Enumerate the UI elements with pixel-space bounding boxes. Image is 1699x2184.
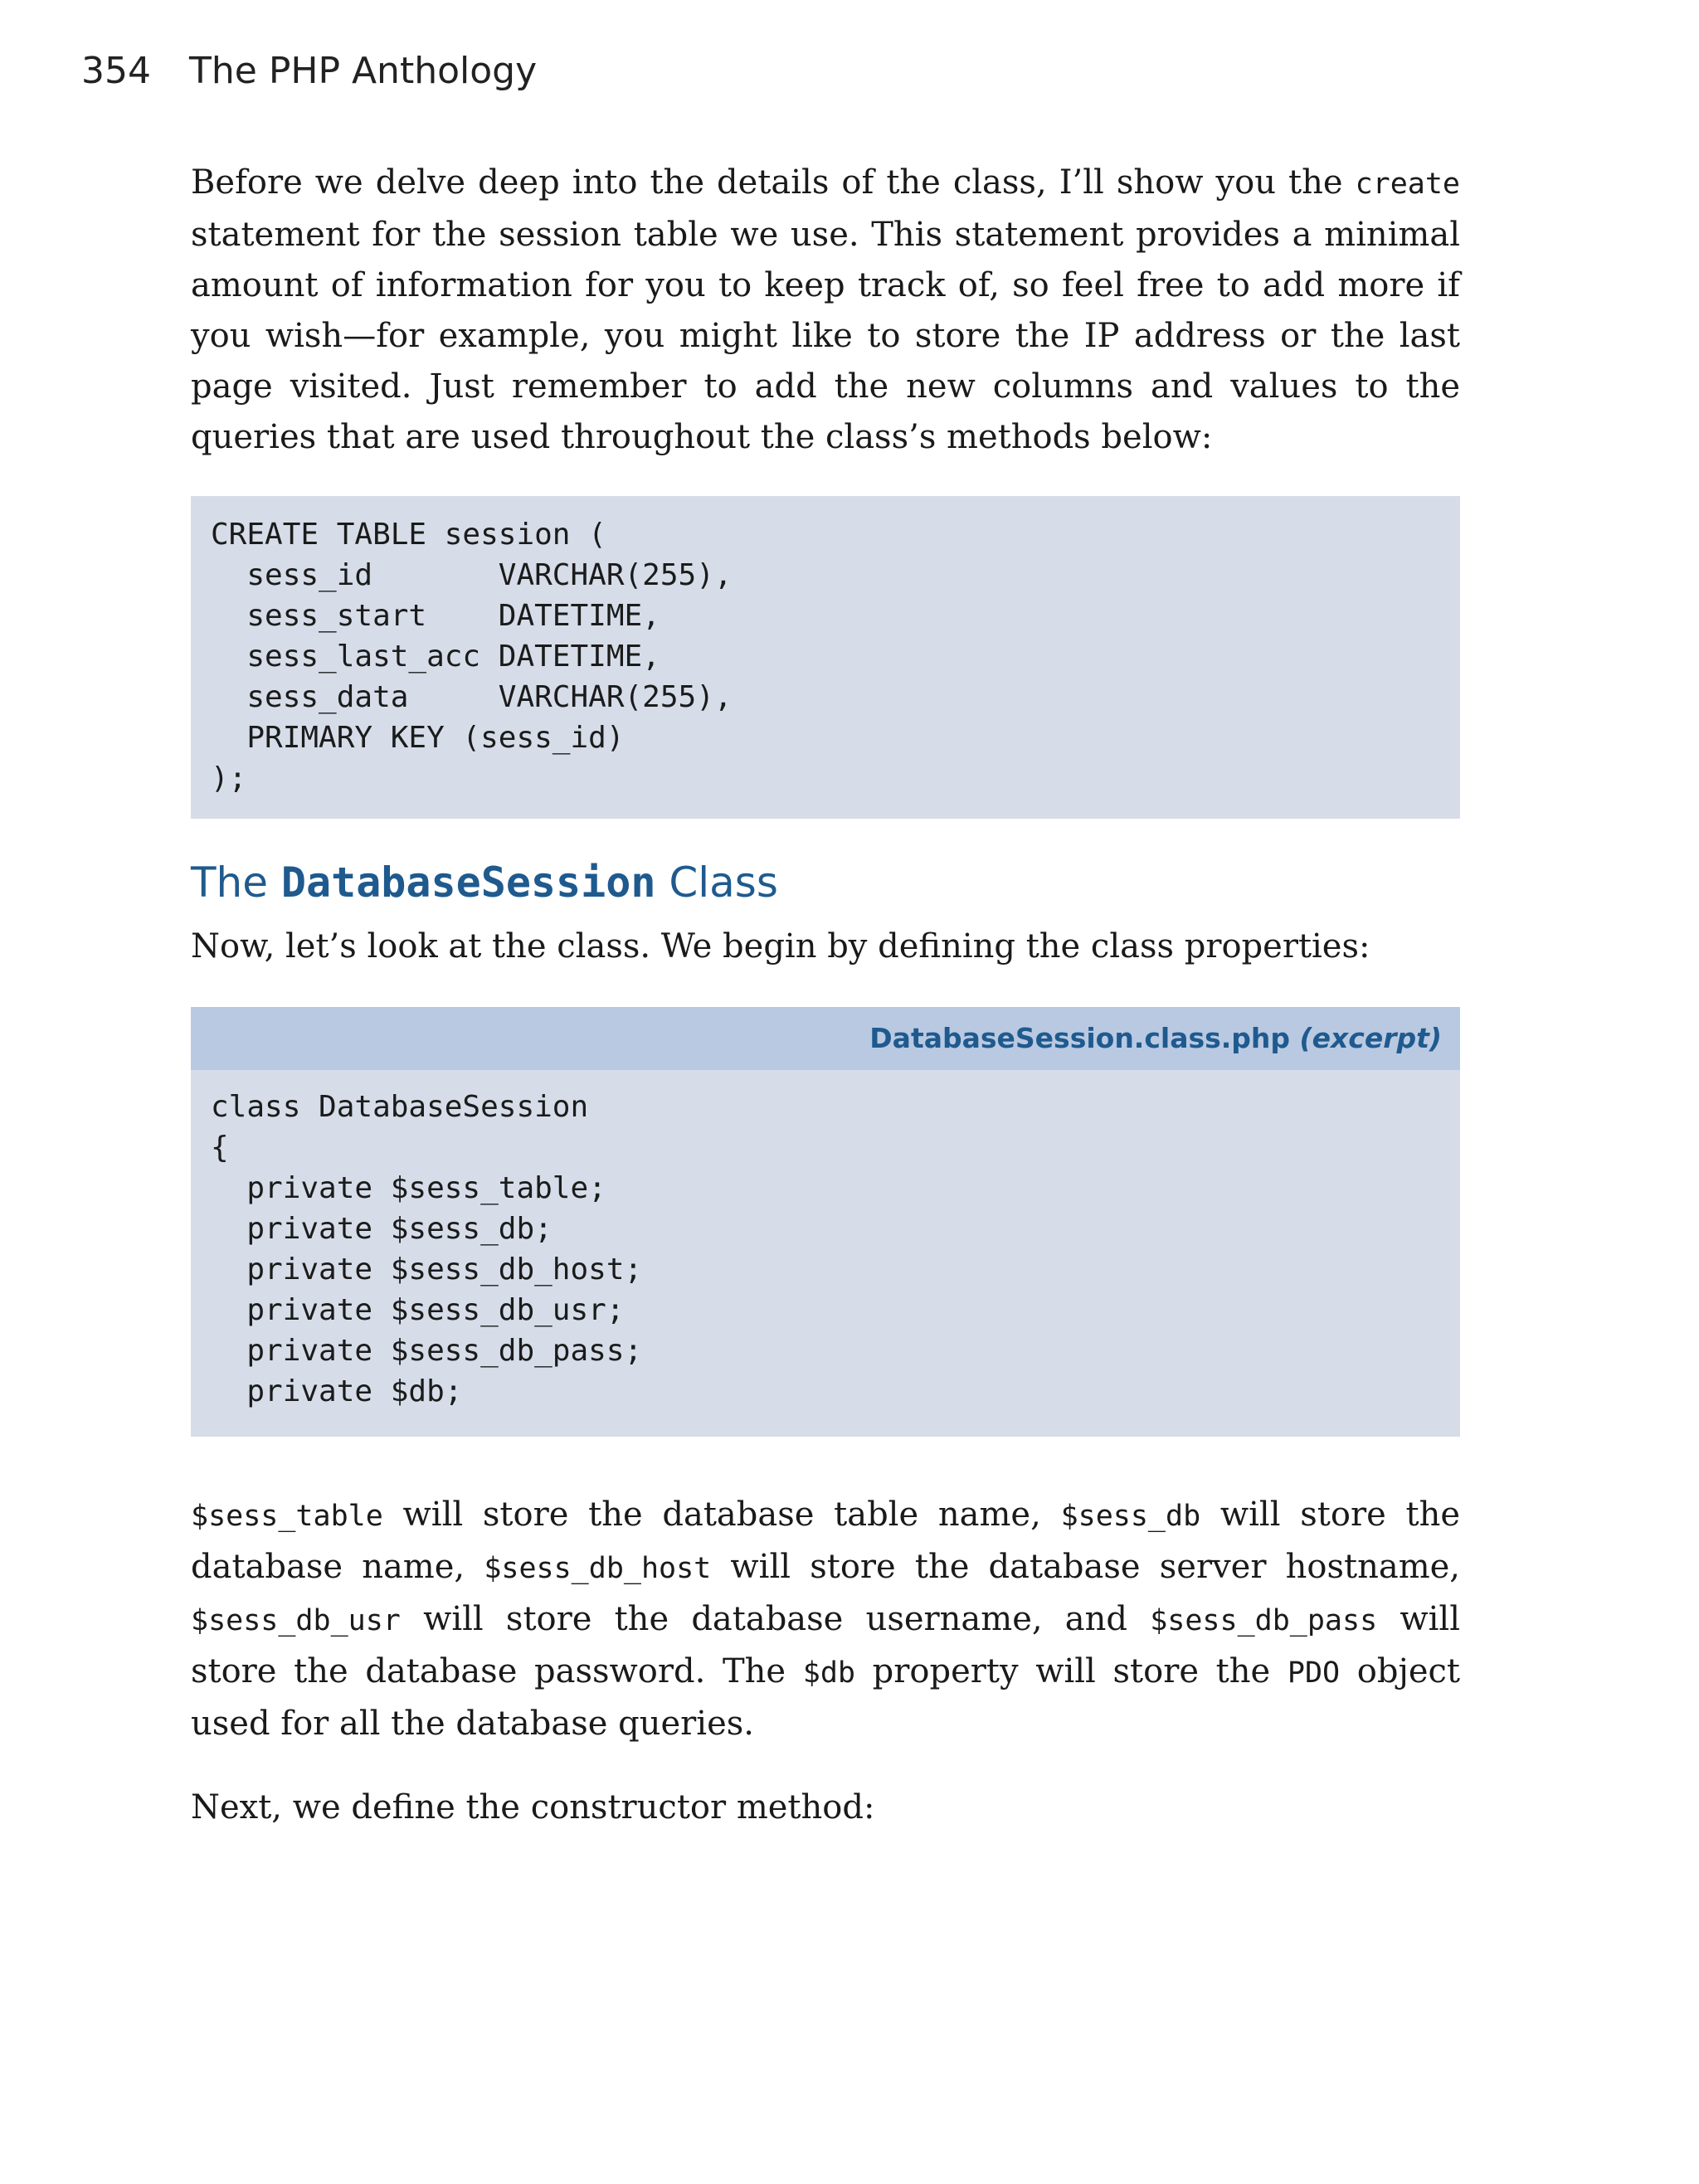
section-heading <box>191 854 1460 912</box>
inline-code: $sess_db_pass <box>1150 1604 1378 1637</box>
closing-paragraph: Next, we define the constructor method: <box>191 1788 875 1826</box>
inline-code: $sess_db <box>1060 1500 1201 1533</box>
intro-text-1: Before we delve deep into the details of the class, I’ll show you the <box>191 163 1356 202</box>
explanation-text: object used for all the database queries. <box>191 1652 1461 1743</box>
section-lead-paragraph: Now, let’s look at the class. We begin by defining the class properties: <box>191 927 1370 966</box>
explanation-text: will store the database server hostname, <box>711 1548 1461 1586</box>
inline-code: $sess_db_usr <box>191 1604 401 1637</box>
intro-text-2: statement for the session table we use. This statement provides a minimal amount of information for you to keep track of, so feel free to add more if you wish—for example, you might like to store the IP address or the last page visited. Just remember to add the new columns and values to the queries that are used throughout the class’s methods below: <box>191 216 1460 456</box>
class-code: class DatabaseSession { private $sess_table; private $sess_db; private $sess_db_host; private $sess_db_usr; private $sess_db_pass; private $db; <box>211 1090 643 1408</box>
explanation-text: will store the database name, <box>191 1496 1460 1586</box>
intro-paragraph <box>191 158 1460 463</box>
inline-code: $db <box>802 1656 855 1690</box>
excerpt-caption <box>191 1007 1460 1070</box>
class-code-excerpt <box>191 1007 1460 1437</box>
explanation-text: will store the database password. The <box>191 1600 1460 1690</box>
excerpt-filename: DatabaseSession.class.php <box>869 1022 1291 1054</box>
inline-code-create: create <box>1355 168 1460 201</box>
inline-code: $sess_db_host <box>484 1552 712 1585</box>
excerpt-note: (excerpt) <box>1299 1022 1442 1054</box>
explanation-text: will store the database table name, <box>382 1496 1061 1534</box>
explanation-text: will store the database username, and <box>400 1600 1151 1638</box>
running-header <box>81 50 537 92</box>
explanation-paragraph <box>191 1490 1460 1749</box>
heading-suffix: Class <box>655 859 778 907</box>
page-body <box>191 158 1460 1833</box>
sql-code-block <box>191 496 1460 819</box>
inline-code: PDO <box>1287 1656 1341 1690</box>
heading-prefix: The <box>191 859 281 907</box>
sql-code: CREATE TABLE session ( sess_id VARCHAR(255), sess_start DATETIME, sess_last_acc DATETIME, sess_data VARCHAR(255), PRIMARY KEY (sess_id) ); <box>211 518 733 795</box>
inline-code: $sess_table <box>191 1500 383 1533</box>
book-title: The PHP Anthology <box>189 50 538 92</box>
heading-class-name: DatabaseSession <box>280 859 656 907</box>
explanation-text: property will store the <box>855 1652 1288 1690</box>
page-number: 354 <box>81 50 151 92</box>
